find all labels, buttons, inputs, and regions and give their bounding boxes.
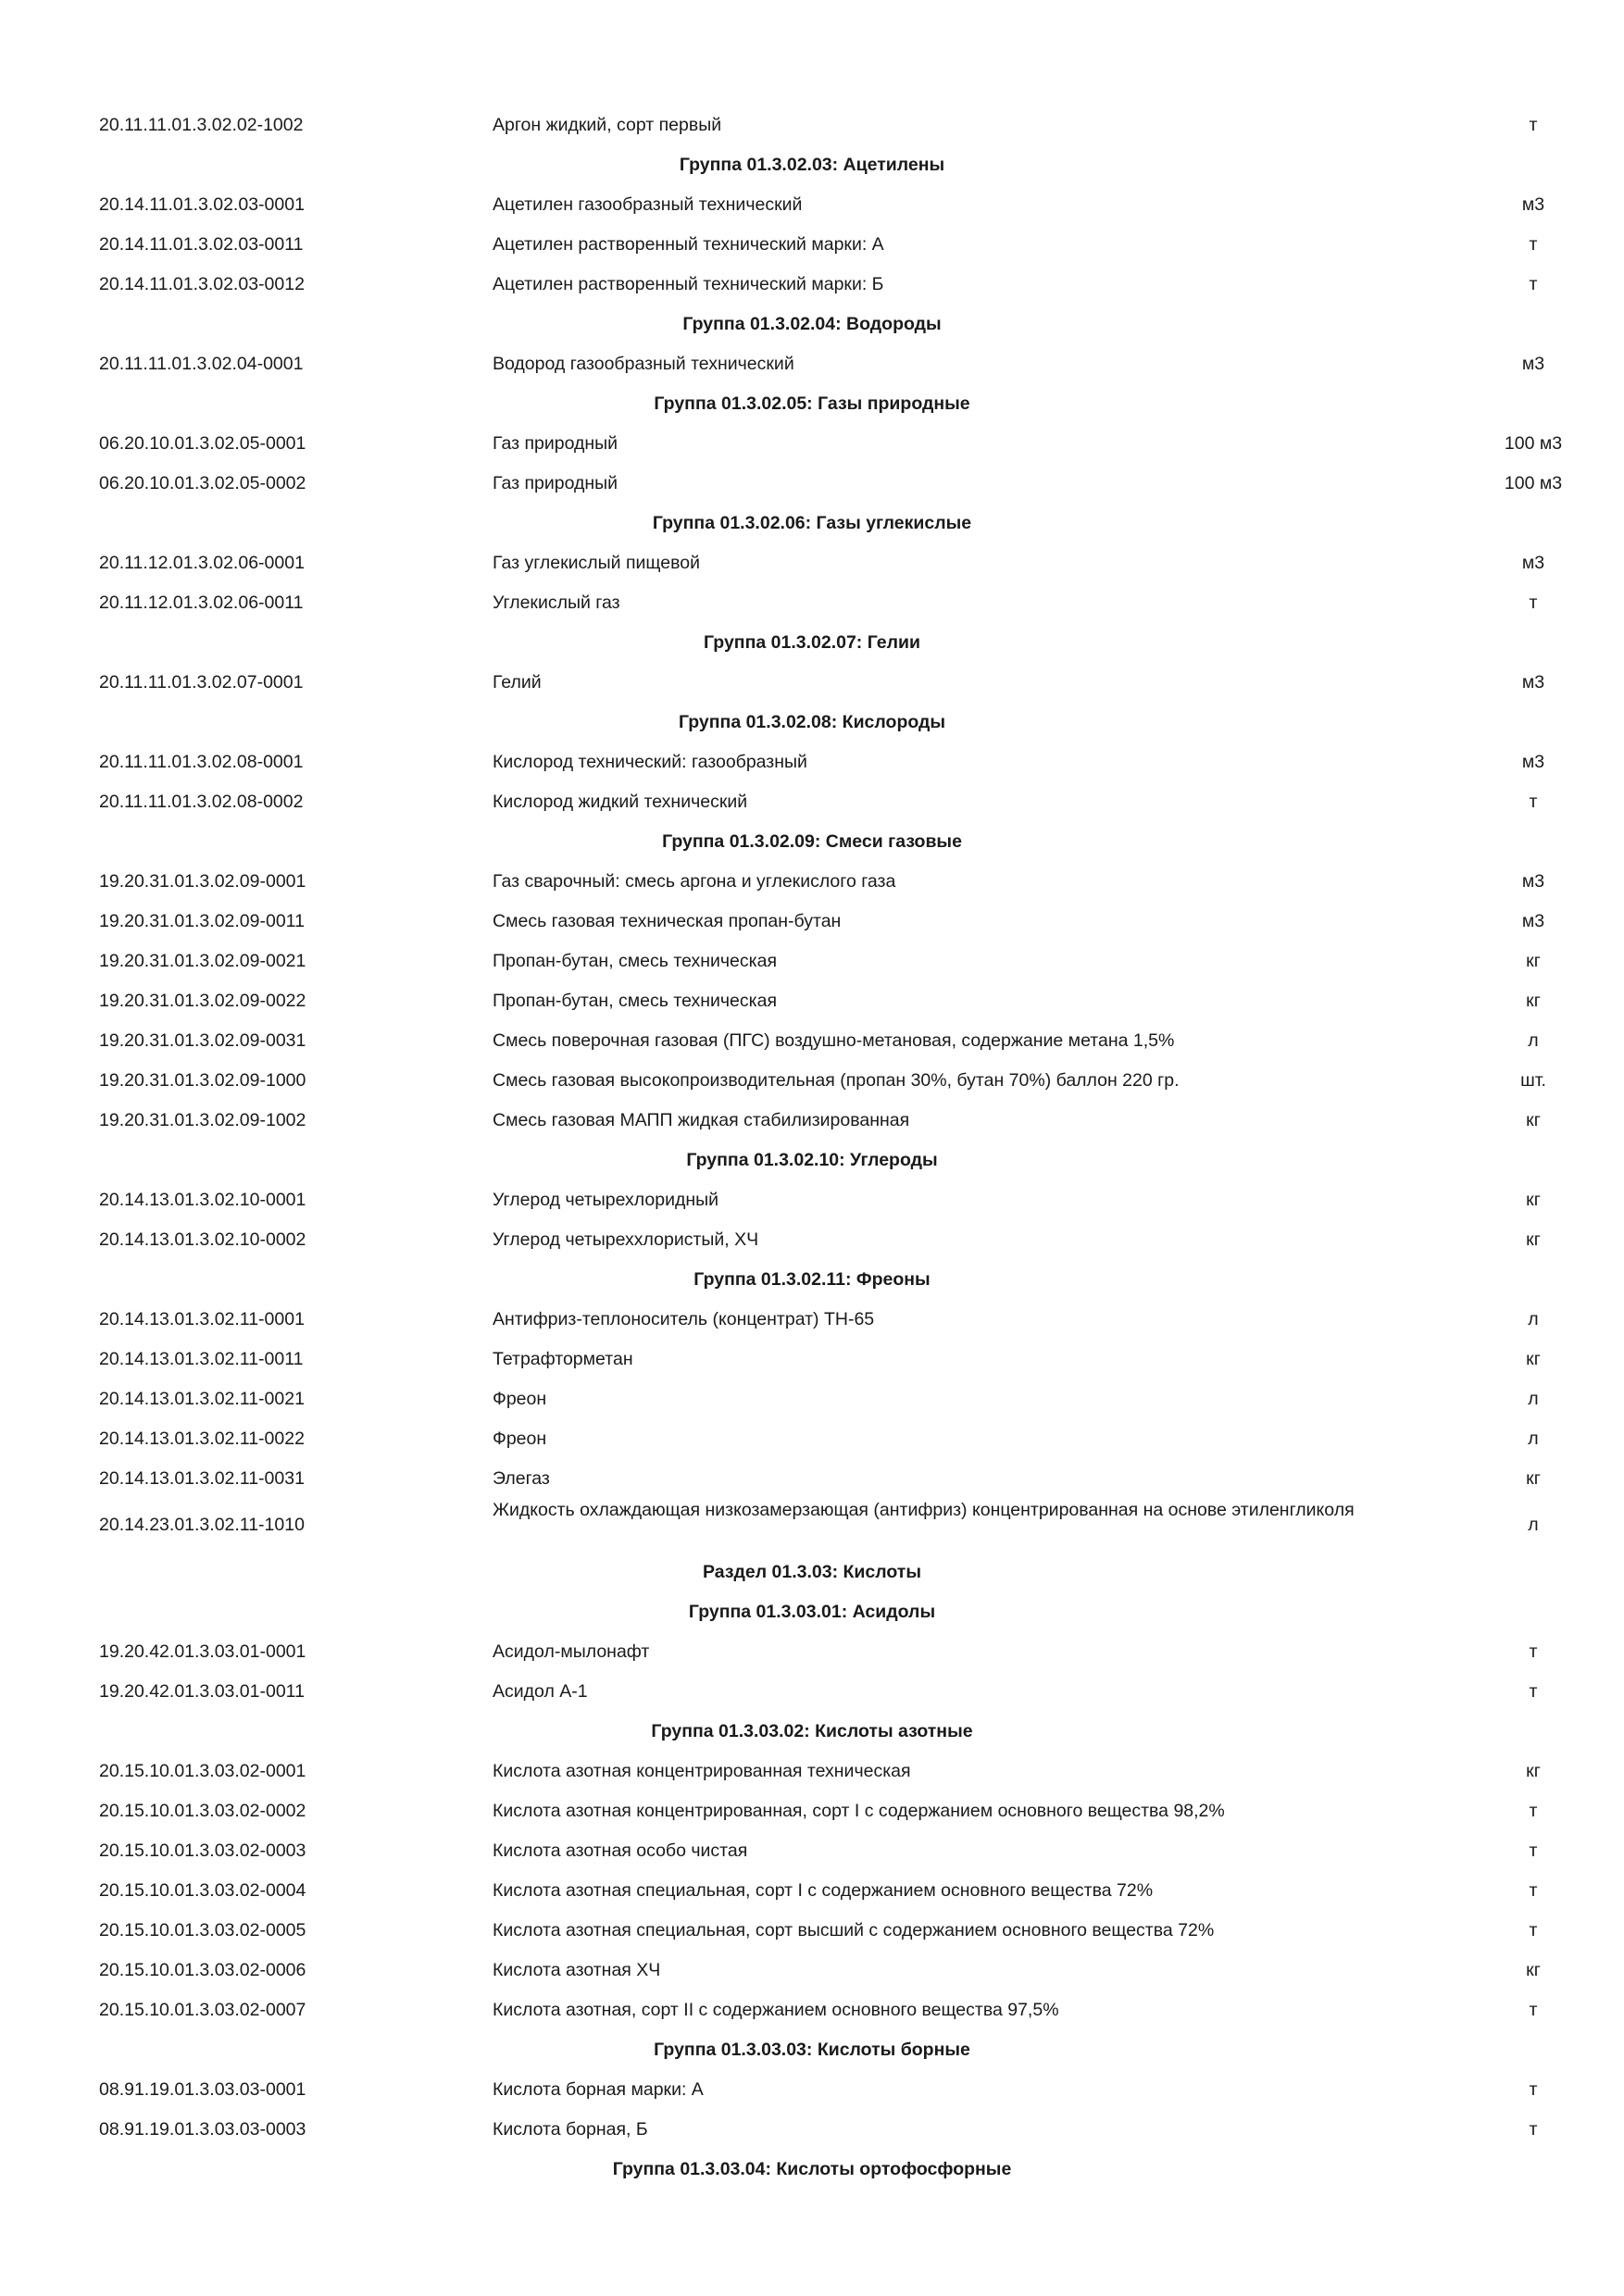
group-title: Группа 01.3.02.08: Кислороды bbox=[678, 712, 946, 732]
resource-name: Ацетилен газообразный технический bbox=[493, 194, 803, 215]
resource-name: Водород газообразный технический bbox=[493, 354, 794, 374]
table-row bbox=[0, 265, 1624, 305]
resource-name: Газ сварочный: смесь аргона и углекислого газа bbox=[493, 871, 896, 892]
resource-code: 20.15.10.01.3.03.02-0005 bbox=[99, 1920, 306, 1940]
resource-name: Жидкость охлаждающая низкозамерзающая (антифриз) концентрированная на основе этиленгликоля bbox=[493, 1500, 1355, 1520]
unit-of-measure: м3 bbox=[1521, 871, 1545, 892]
table-row bbox=[0, 902, 1624, 942]
unit-of-measure: т bbox=[1529, 2000, 1538, 2020]
table-row bbox=[0, 1499, 1624, 1553]
table-row bbox=[0, 1831, 1624, 1871]
resource-name: Углекислый газ bbox=[493, 593, 620, 613]
resource-code: 20.14.23.01.3.02.11-1010 bbox=[99, 1515, 305, 1535]
group-heading bbox=[0, 384, 1624, 424]
table-row bbox=[0, 1061, 1624, 1101]
unit-of-measure: шт. bbox=[1520, 1070, 1546, 1091]
unit-of-measure: м3 bbox=[1521, 194, 1545, 215]
group-title: Группа 01.3.02.03: Ацетилены bbox=[679, 155, 945, 175]
unit-of-measure: т bbox=[1529, 1880, 1538, 1901]
price-list-table bbox=[0, 106, 1624, 2190]
resource-code: 20.14.13.01.3.02.11-0031 bbox=[99, 1468, 305, 1489]
table-row bbox=[0, 1220, 1624, 1260]
unit-of-measure: л bbox=[1528, 1389, 1539, 1409]
group-title: Группа 01.3.03.01: Асидолы bbox=[688, 1602, 936, 1622]
resource-code: 20.14.13.01.3.02.10-0002 bbox=[99, 1229, 306, 1250]
unit-of-measure: м3 bbox=[1521, 553, 1545, 573]
resource-code: 19.20.31.01.3.02.09-0021 bbox=[99, 951, 306, 971]
group-heading bbox=[0, 305, 1624, 344]
resource-name: Аргон жидкий, сорт первый bbox=[493, 115, 722, 135]
resource-code: 19.20.31.01.3.02.09-0001 bbox=[99, 871, 306, 892]
table-row bbox=[0, 1791, 1624, 1831]
resource-name: Газ углекислый пищевой bbox=[493, 553, 700, 573]
table-row bbox=[0, 344, 1624, 384]
resource-name: Кислород технический: газообразный bbox=[493, 752, 807, 772]
table-row bbox=[0, 1419, 1624, 1459]
resource-name: Кислота азотная специальная, сорт высший с содержанием основного вещества 72% bbox=[493, 1920, 1215, 1940]
resource-name: Гелий bbox=[493, 672, 542, 693]
unit-of-measure: кг bbox=[1526, 951, 1541, 971]
table-row bbox=[0, 1632, 1624, 1672]
group-heading bbox=[0, 623, 1624, 663]
table-row bbox=[0, 1101, 1624, 1141]
table-row bbox=[0, 583, 1624, 623]
table-row bbox=[0, 1911, 1624, 1951]
table-row bbox=[0, 1459, 1624, 1499]
resource-name: Фреон bbox=[493, 1429, 547, 1449]
resource-code: 20.15.10.01.3.03.02-0002 bbox=[99, 1801, 306, 1821]
resource-name: Асидол А-1 bbox=[493, 1681, 588, 1702]
resource-code: 20.14.13.01.3.02.11-0022 bbox=[99, 1429, 305, 1449]
resource-code: 19.20.31.01.3.02.09-1002 bbox=[99, 1110, 306, 1130]
unit-of-measure: кг bbox=[1526, 1349, 1541, 1369]
unit-of-measure: т bbox=[1529, 792, 1538, 812]
resource-code: 20.15.10.01.3.03.02-0001 bbox=[99, 1761, 306, 1781]
group-title: Группа 01.3.02.11: Фреоны bbox=[693, 1269, 931, 1290]
resource-code: 20.11.12.01.3.02.06-0011 bbox=[99, 593, 304, 613]
resource-code: 08.91.19.01.3.03.03-0001 bbox=[99, 2079, 306, 2100]
resource-name: Пропан-бутан, смесь техническая bbox=[493, 951, 778, 971]
table-row bbox=[0, 185, 1624, 225]
resource-code: 20.14.11.01.3.02.03-0012 bbox=[99, 274, 305, 294]
unit-of-measure: кг bbox=[1526, 991, 1541, 1011]
resource-code: 19.20.31.01.3.02.09-1000 bbox=[99, 1070, 306, 1091]
table-row bbox=[0, 782, 1624, 822]
resource-name: Кислота азотная концентрированная техническая bbox=[493, 1761, 911, 1781]
unit-of-measure: кг bbox=[1526, 1110, 1541, 1130]
resource-code: 20.11.11.01.3.02.07-0001 bbox=[99, 672, 304, 693]
table-row bbox=[0, 1752, 1624, 1791]
unit-of-measure: т bbox=[1529, 1801, 1538, 1821]
group-title: Группа 01.3.02.04: Водороды bbox=[682, 314, 942, 334]
resource-code: 06.20.10.01.3.02.05-0001 bbox=[99, 433, 306, 454]
unit-of-measure: кг bbox=[1526, 1761, 1541, 1781]
resource-code: 20.15.10.01.3.03.02-0004 bbox=[99, 1880, 306, 1901]
resource-code: 20.15.10.01.3.03.02-0007 bbox=[99, 2000, 306, 2020]
unit-of-measure: кг bbox=[1526, 1190, 1541, 1210]
table-row bbox=[0, 1340, 1624, 1379]
unit-of-measure: м3 bbox=[1521, 911, 1545, 931]
resource-code: 20.11.12.01.3.02.06-0001 bbox=[99, 553, 305, 573]
resource-name: Газ природный bbox=[493, 473, 618, 493]
group-title: Группа 01.3.02.10: Углероды bbox=[686, 1150, 938, 1170]
resource-code: 19.20.31.01.3.02.09-0031 bbox=[99, 1030, 306, 1051]
resource-code: 20.14.13.01.3.02.11-0021 bbox=[99, 1389, 305, 1409]
resource-name: Смесь газовая высокопроизводительная (пропан 30%, бутан 70%) баллон 220 гр. bbox=[493, 1070, 1180, 1091]
resource-code: 08.91.19.01.3.03.03-0003 bbox=[99, 2119, 306, 2140]
group-title: Группа 01.3.02.07: Гелии bbox=[704, 632, 920, 653]
unit-of-measure: т bbox=[1529, 1681, 1538, 1702]
unit-of-measure: т bbox=[1529, 593, 1538, 613]
group-title: Группа 01.3.03.02: Кислоты азотные bbox=[651, 1721, 973, 1741]
unit-of-measure: л bbox=[1528, 1515, 1539, 1535]
resource-code: 20.14.11.01.3.02.03-0011 bbox=[99, 234, 304, 255]
table-row bbox=[0, 2110, 1624, 2150]
resource-code: 20.14.13.01.3.02.11-0011 bbox=[99, 1349, 304, 1369]
resource-name: Кислород жидкий технический bbox=[493, 792, 748, 812]
resource-name: Пропан-бутан, смесь техническая bbox=[493, 991, 778, 1011]
unit-of-measure: л bbox=[1528, 1309, 1539, 1329]
unit-of-measure: м3 bbox=[1521, 752, 1545, 772]
group-heading bbox=[0, 703, 1624, 742]
unit-of-measure: л bbox=[1528, 1429, 1539, 1449]
resource-name: Смесь поверочная газовая (ПГС) воздушно-метановая, содержание метана 1,5% bbox=[493, 1030, 1175, 1051]
resource-name: Углерод четырехлоридный bbox=[493, 1190, 719, 1210]
unit-of-measure: л bbox=[1528, 1030, 1539, 1051]
unit-of-measure: т bbox=[1529, 1920, 1538, 1940]
resource-name: Кислота азотная концентрированная, сорт I с содержанием основного вещества 98,2% bbox=[493, 1801, 1225, 1821]
resource-name: Смесь газовая техническая пропан-бутан bbox=[493, 911, 842, 931]
table-row bbox=[0, 981, 1624, 1021]
table-row bbox=[0, 1180, 1624, 1220]
resource-code: 19.20.31.01.3.02.09-0022 bbox=[99, 991, 306, 1011]
resource-name: Углерод четыреххлористый, ХЧ bbox=[493, 1229, 759, 1250]
group-title: Группа 01.3.02.09: Смеси газовые bbox=[662, 831, 962, 852]
group-heading bbox=[0, 145, 1624, 185]
group-heading bbox=[0, 504, 1624, 543]
table-row bbox=[0, 464, 1624, 504]
table-row bbox=[0, 2070, 1624, 2110]
unit-of-measure: 100 м3 bbox=[1504, 473, 1563, 493]
resource-name: Кислота азотная особо чистая bbox=[493, 1841, 748, 1861]
table-row bbox=[0, 543, 1624, 583]
resource-name: Газ природный bbox=[493, 433, 618, 454]
unit-of-measure: кг bbox=[1526, 1229, 1541, 1250]
resource-code: 20.11.11.01.3.02.08-0001 bbox=[99, 752, 304, 772]
resource-name: Кислота азотная ХЧ bbox=[493, 1960, 661, 1980]
resource-name: Фреон bbox=[493, 1389, 547, 1409]
table-row bbox=[0, 942, 1624, 981]
resource-name: Асидол-мылонафт bbox=[493, 1641, 650, 1662]
resource-name: Элегаз bbox=[493, 1468, 550, 1489]
section-heading bbox=[0, 1553, 1624, 1592]
table-row bbox=[0, 862, 1624, 902]
table-row bbox=[0, 1021, 1624, 1061]
table-row bbox=[0, 424, 1624, 464]
resource-name: Кислота азотная специальная, сорт I с содержанием основного вещества 72% bbox=[493, 1880, 1154, 1901]
resource-code: 06.20.10.01.3.02.05-0002 bbox=[99, 473, 306, 493]
unit-of-measure: т bbox=[1529, 234, 1538, 255]
resource-name: Антифриз-теплоноситель (концентрат) ТН-65 bbox=[493, 1309, 875, 1329]
resource-code: 19.20.42.01.3.03.01-0011 bbox=[99, 1681, 305, 1702]
resource-code: 19.20.42.01.3.03.01-0001 bbox=[99, 1641, 306, 1662]
group-title: Раздел 01.3.03: Кислоты bbox=[702, 1562, 922, 1582]
table-row bbox=[0, 1951, 1624, 1990]
group-heading bbox=[0, 1712, 1624, 1752]
resource-code: 19.20.31.01.3.02.09-0011 bbox=[99, 911, 305, 931]
resource-code: 20.15.10.01.3.03.02-0006 bbox=[99, 1960, 306, 1980]
resource-name: Кислота борная, Б bbox=[493, 2119, 648, 2140]
resource-code: 20.15.10.01.3.03.02-0003 bbox=[99, 1841, 306, 1861]
unit-of-measure: кг bbox=[1526, 1468, 1541, 1489]
resource-name: Тетрафторметан bbox=[493, 1349, 633, 1369]
resource-name: Ацетилен растворенный технический марки: Б bbox=[493, 274, 884, 294]
resource-name: Кислота борная марки: А bbox=[493, 2079, 704, 2100]
table-row bbox=[0, 1672, 1624, 1712]
group-heading bbox=[0, 2030, 1624, 2070]
group-title: Группа 01.3.03.03: Кислоты борные bbox=[654, 2040, 970, 2060]
resource-code: 20.14.11.01.3.02.03-0001 bbox=[99, 194, 305, 215]
resource-name: Кислота азотная, сорт II с содержанием основного вещества 97,5% bbox=[493, 2000, 1059, 2020]
table-row bbox=[0, 742, 1624, 782]
unit-of-measure: т bbox=[1529, 2119, 1538, 2140]
resource-name: Смесь газовая МАПП жидкая стабилизированная bbox=[493, 1110, 910, 1130]
resource-code: 20.11.11.01.3.02.08-0002 bbox=[99, 792, 304, 812]
unit-of-measure: 100 м3 bbox=[1504, 433, 1563, 454]
group-heading bbox=[0, 1260, 1624, 1300]
unit-of-measure: т bbox=[1529, 1841, 1538, 1861]
resource-code: 20.11.11.01.3.02.02-1002 bbox=[99, 115, 304, 135]
table-row bbox=[0, 1990, 1624, 2030]
table-row bbox=[0, 106, 1624, 145]
group-heading bbox=[0, 822, 1624, 862]
group-heading bbox=[0, 2150, 1624, 2190]
resource-code: 20.11.11.01.3.02.04-0001 bbox=[99, 354, 304, 374]
unit-of-measure: м3 bbox=[1521, 672, 1545, 693]
unit-of-measure: кг bbox=[1526, 1960, 1541, 1980]
unit-of-measure: т bbox=[1529, 1641, 1538, 1662]
group-heading bbox=[0, 1141, 1624, 1180]
unit-of-measure: т bbox=[1529, 2079, 1538, 2100]
unit-of-measure: м3 bbox=[1521, 354, 1545, 374]
group-title: Группа 01.3.02.06: Газы углекислые bbox=[652, 513, 972, 533]
resource-name: Ацетилен растворенный технический марки: А bbox=[493, 234, 884, 255]
unit-of-measure: т bbox=[1529, 115, 1538, 135]
resource-code: 20.14.13.01.3.02.10-0001 bbox=[99, 1190, 306, 1210]
table-row bbox=[0, 663, 1624, 703]
group-heading bbox=[0, 1592, 1624, 1632]
resource-code: 20.14.13.01.3.02.11-0001 bbox=[99, 1309, 305, 1329]
table-row bbox=[0, 225, 1624, 265]
unit-of-measure: т bbox=[1529, 274, 1538, 294]
table-row bbox=[0, 1379, 1624, 1419]
group-title: Группа 01.3.03.04: Кислоты ортофосфорные bbox=[612, 2159, 1012, 2179]
table-row bbox=[0, 1871, 1624, 1911]
table-row bbox=[0, 1300, 1624, 1340]
group-title: Группа 01.3.02.05: Газы природные bbox=[654, 393, 970, 414]
